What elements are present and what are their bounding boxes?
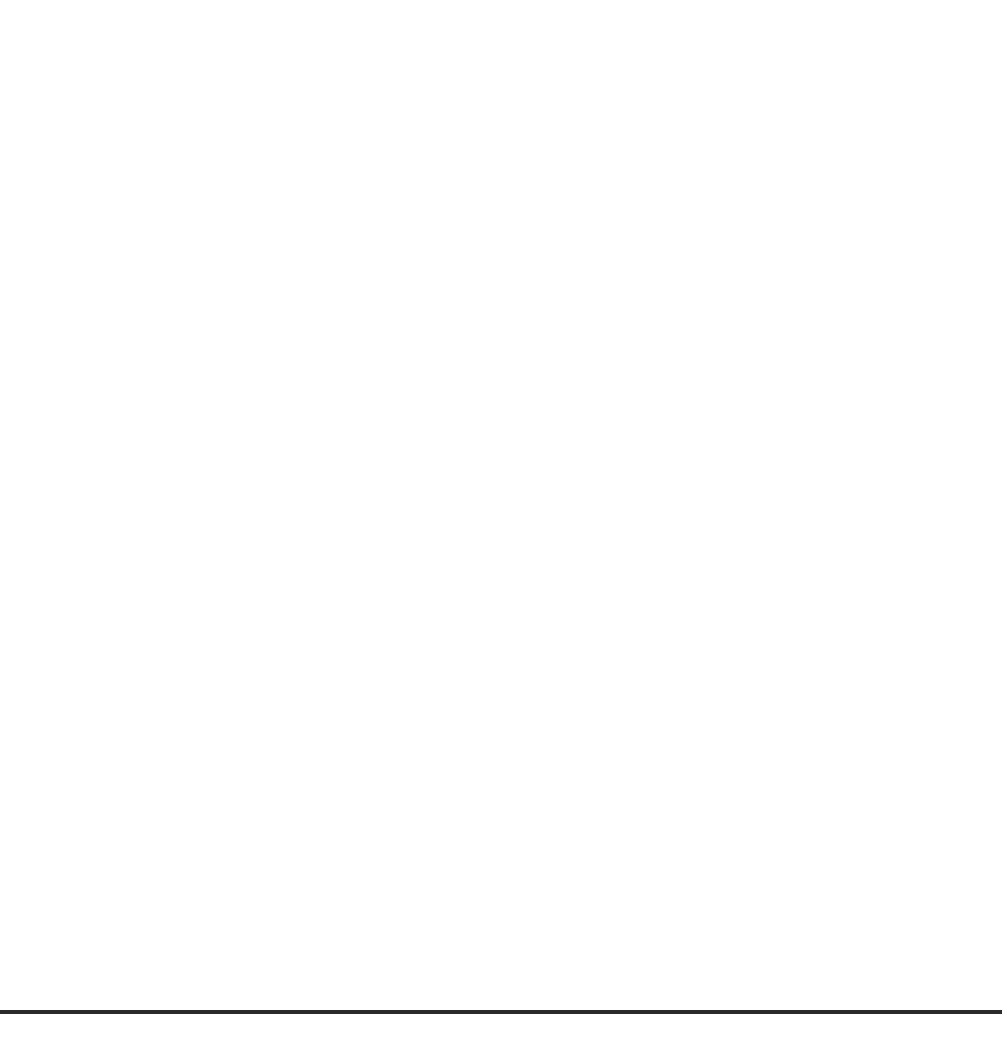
bottom-divider-rule [0,1010,1002,1014]
